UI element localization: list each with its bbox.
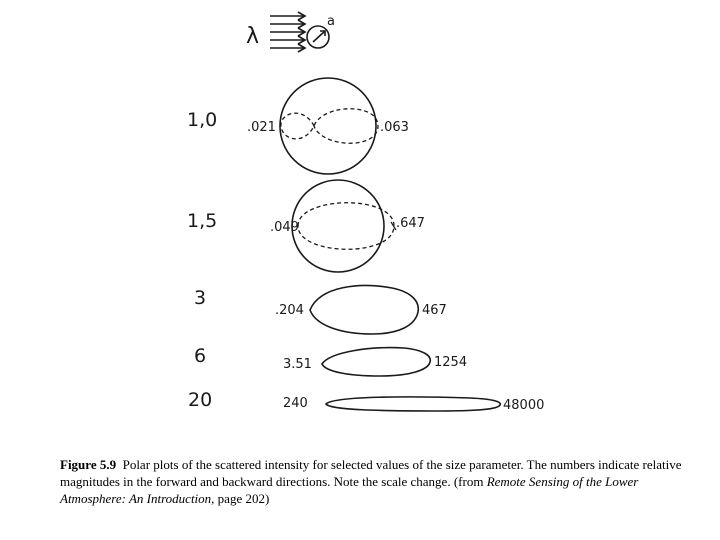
size-parameter-label: 1,0 <box>187 109 218 131</box>
row-size-3 <box>194 286 447 334</box>
solid-polar-curve <box>310 286 418 334</box>
size-parameter-label: 20 <box>188 389 213 411</box>
dashed-polar-curve <box>281 109 378 144</box>
forward-magnitude-label: 1254 <box>434 355 468 370</box>
forward-magnitude-label: .647 <box>396 216 425 231</box>
backward-magnitude-label: 3.51 <box>283 357 312 372</box>
backward-magnitude-label: .049 <box>270 220 299 235</box>
forward-magnitude-label: 48000 <box>503 398 545 413</box>
solid-polar-curve <box>326 397 500 411</box>
backward-magnitude-label: 240 <box>283 396 308 411</box>
radius-label: a <box>327 14 335 29</box>
forward-magnitude-label: .063 <box>380 120 409 135</box>
incident-wave-diagram <box>270 12 329 52</box>
row-size-1-5 <box>187 180 425 272</box>
size-parameter-label: 6 <box>194 345 207 367</box>
radius-line <box>313 31 325 42</box>
source-title: Remote Sensing of the Lower Atmosphere: An Introduction <box>60 474 639 506</box>
solid-polar-curve <box>292 180 384 272</box>
row-size-6 <box>194 345 467 376</box>
dashed-polar-curve <box>298 203 394 250</box>
wavelength-symbol: λ <box>246 24 260 49</box>
forward-magnitude-label: 467 <box>422 303 447 318</box>
figure-number: Figure 5.9 <box>60 457 117 472</box>
size-parameter-label: 1,5 <box>187 210 218 232</box>
backward-magnitude-label: .204 <box>275 303 304 318</box>
solid-polar-curve <box>322 348 430 376</box>
size-parameter-label: 3 <box>194 287 207 309</box>
solid-polar-curve <box>280 78 376 174</box>
caption-source-tail: , page 202) <box>211 491 270 506</box>
caption-text: Polar plots of the scattered intensity for selected values of the size parameter. The numbers indicate relative magnitudes in the forward and backward directions. Note the scale change. (from <box>60 457 682 489</box>
figure-caption <box>60 456 700 507</box>
backward-magnitude-label: .021 <box>247 120 276 135</box>
row-size-1-0 <box>187 78 409 174</box>
row-size-20 <box>188 389 544 413</box>
